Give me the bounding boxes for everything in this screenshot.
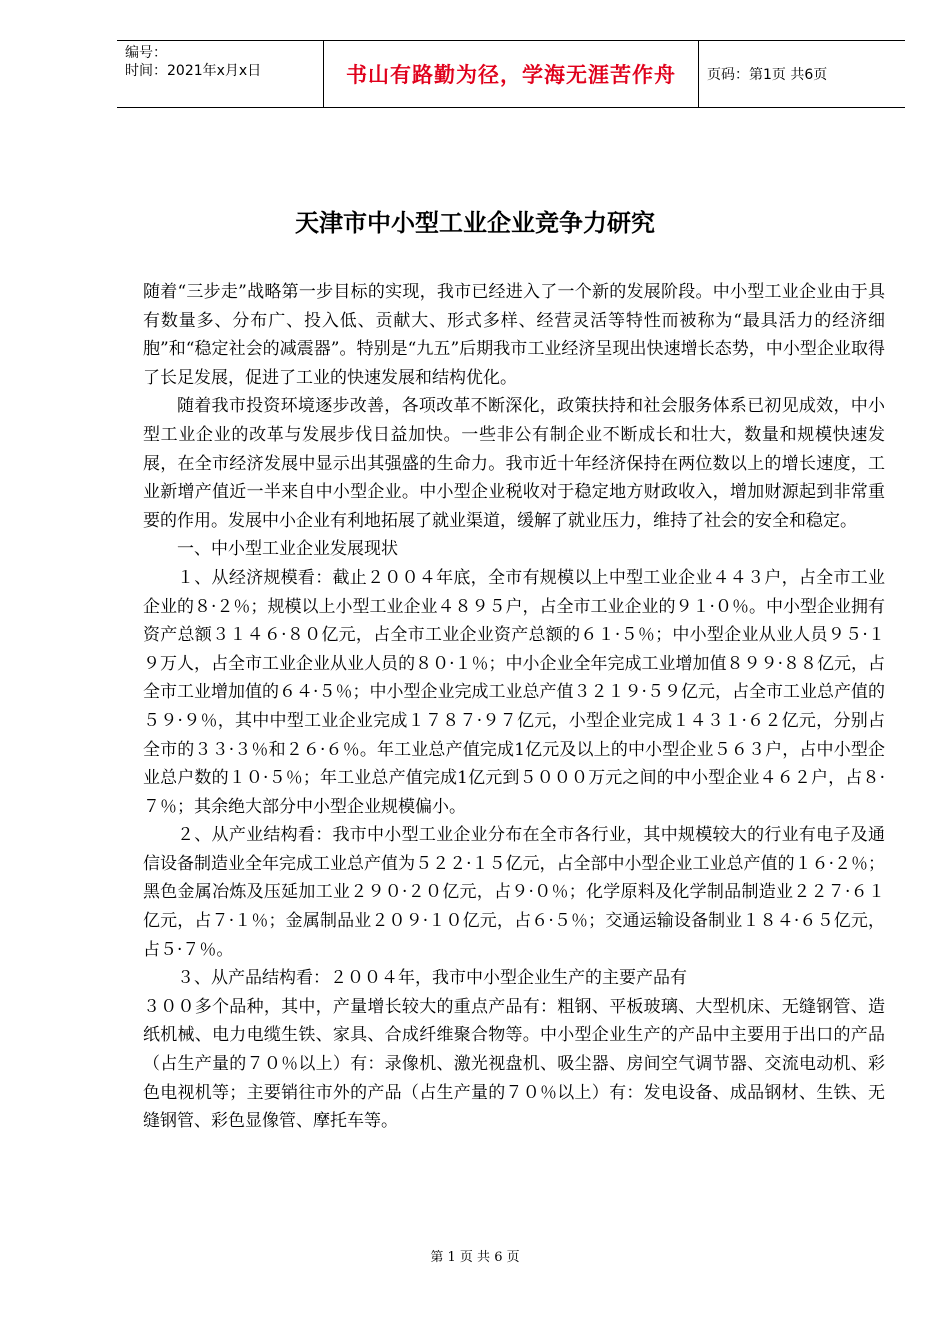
page-header [117,40,905,108]
document-time-label: 时间：2021年x月x日 [125,63,262,79]
document-number-label: 编号： [125,45,167,61]
document-title: 天津市中小型工业企业竞争力研究 [295,208,655,237]
document-body [143,278,885,1136]
header-page-cell [699,41,906,108]
header-motto-cell [324,41,699,108]
paragraph-product-structure: ３、从产品结构看：２００４年，我市中小型企业生产的主要产品有 [177,968,687,989]
header-motto: 书山有路勤为径，学海无涯苦作舟 [346,62,676,87]
paragraph-product-structure-cont: ３００多个品种，其中，产量增长较大的重点产品有：粗钢、平板玻璃、大型机床、无缝钢管、造纸机械、电力电缆生铁、家具、合成纤维聚合物等。中小型企业生产的产品中主要用于出口的产品（占生产量的７０％以上）有：录像机、激光视盘机、吸尘器、房间空气调节器、交流电动机、彩色电视机等；主要销往市外的产品（占生产量的７０％以上）有：发电设备、成品钢材、生铁、无缝钢管、彩色显像管、摩托车等。 [143,996,885,1132]
section-heading: 一、中小型工业企业发展现状 [177,539,398,560]
paragraph-intro: 随着“三步走”战略第一步目标的实现，我市已经进入了一个新的发展阶段。中小型工业企业由于具有数量多、分布广、投入低、贡献大、形式多样、经营灵活等特性而被称为“最具活力的经济细胞”和“稳定社会的减震器”。特别是“九五”后期我市工业经济呈现出快速增长态势，中小型企业取得了长足发展，促进了工业的快速发展和结构优化。 [143,282,885,388]
header-page-label: 页码：第1页 共6页 [707,67,828,83]
header-meta-cell [117,41,324,108]
page-footer: 第 1 页 共 6 页 [430,1250,520,1265]
paragraph-economic-scale: １、从经济规模看：截止２００４年底，全市有规模以上中型工业企业４４３户，占全市工业企业的８·２％；规模以上小型工业企业４８９５户，占全市工业企业的９１·０％。中小型企业拥有资产总额３１４６·８０亿元，占全市工业企业资产总额的６１·５％；中小型企业从业人员９５·１９万人，占全市工业企业从业人员的８０·１％；中小企业全年完成工业增加值８９９·８８亿元，占全市工业增加值的６４·５％；中小型企业完成工业总产值３２１９·５９亿元，占全市工业总产值的５９·９％，其中中型工业企业完成１７８７·９７亿元，小型企业完成１４３１·６２亿元，分别占全市的３３·３％和２６·６％。年工业总产值完成1亿元及以上的中小型企业５６３户，占中小型企业总户数的１０·５％；年工业总产值完成1亿元到５０００万元之间的中小型企业４６２户，占８·７％；其余绝大部分中小型企业规模偏小。 [143,567,885,817]
paragraph-environment: 随着我市投资环境逐步改善，各项改革不断深化，政策扶持和社会服务体系已初见成效，中小型工业企业的改革与发展步伐日益加快。一些非公有制企业不断成长和壮大，数量和规模快速发展，在全市经济发展中显示出其强盛的生命力。我市近十年经济保持在两位数以上的增长速度，工业新增产值近一半来自中小型企业。中小型企业税收对于稳定地方财政收入，增加财源起到非常重要的作用。发展中小企业有利地拓展了就业渠道，缓解了就业压力，维持了社会的安全和稳定。 [143,396,885,531]
paragraph-industry-structure: ２、从产业结构看：我市中小型工业企业分布在全市各行业，其中规模较大的行业有电子及通信设备制造业全年完成工业总产值为５２２·１５亿元，占全部中小型企业工业总产值的１６·２％；黑色金属冶炼及压延加工业２９０·２０亿元，占９·０％；化学原料及化学制品制造业２２７·６１亿元，占７·１％；金属制品业２０９·１０亿元，占６·５％；交通运输设备制业１８４·６５亿元，占５·７％。 [143,825,885,960]
